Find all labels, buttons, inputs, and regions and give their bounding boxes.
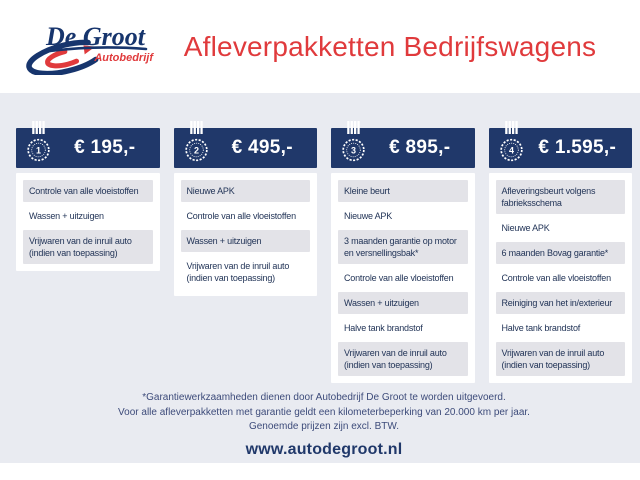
package-item: Wassen + uitzuigen [338, 292, 468, 314]
header [0, 0, 640, 93]
package-card [16, 173, 160, 271]
package-item: Kleine beurt [338, 180, 468, 202]
package-header [331, 128, 475, 168]
medal-icon [497, 121, 527, 168]
package-item: Vrijwaren van de inruil auto (indien van toepassing) [181, 255, 311, 289]
package-column [174, 128, 318, 383]
package-item: Controle van alle vloeistoffen [181, 205, 311, 227]
package-item: Vrijwaren van de inruil auto (indien van toepassing) [23, 230, 153, 264]
medal-icon [24, 121, 54, 168]
package-columns [16, 93, 632, 383]
package-item: 3 maanden garantie op motor en versnellingsbak* [338, 230, 468, 264]
package-card [174, 173, 318, 296]
brand-subtitle-text: Autobedrijf [94, 52, 153, 64]
medal-number: 3 [350, 145, 357, 156]
website-url: www.autodegroot.nl [245, 440, 403, 458]
footnote-line: Voor alle afleverpakketten met garantie geldt een kilometerbeperking van 20.000 km per jaar. [118, 406, 530, 418]
package-header [489, 128, 633, 168]
brand-logo [0, 13, 158, 80]
bottom-strip [0, 463, 640, 480]
footnote-line: Genoemde prijzen zijn excl. BTW. [248, 421, 400, 432]
package-price: € 495,- [231, 137, 293, 158]
brand-name-text: De Groot [46, 22, 145, 51]
package-item: Halve tank brandstof [338, 317, 468, 339]
package-header [16, 128, 160, 168]
package-item: Nieuwe APK [496, 217, 626, 239]
package-column [331, 128, 475, 383]
main-area [0, 93, 640, 463]
package-item: Reiniging van het in/exterieur [496, 292, 626, 314]
package-price: € 895,- [389, 137, 451, 158]
package-item: Controle van alle vloeistoffen [338, 267, 468, 289]
page-title: Afleverpakketten Bedrijfswagens [183, 30, 597, 62]
footnotes [16, 391, 632, 435]
medal-number: 1 [35, 145, 42, 156]
package-price: € 1.595,- [538, 137, 617, 158]
package-column [16, 128, 160, 383]
de-groot-logo-icon [20, 13, 160, 75]
medal-icon [182, 121, 212, 168]
package-item: Wassen + uitzuigen [23, 205, 153, 227]
package-item: Halve tank brandstof [496, 317, 626, 339]
package-card [489, 173, 633, 383]
package-item: Afleveringsbeurt volgens fabrieksschema [496, 180, 626, 214]
package-item: Vrijwaren van de inruil auto (indien van toepassing) [338, 342, 468, 376]
package-column [489, 128, 633, 383]
medal-icon [339, 121, 369, 168]
package-item: Controle van alle vloeistoffen [23, 180, 153, 202]
package-price: € 195,- [74, 137, 136, 158]
package-item: 6 maanden Bovag garantie* [496, 242, 626, 264]
package-item: Vrijwaren van de inruil auto (indien van toepassing) [496, 342, 626, 376]
package-card [331, 173, 475, 383]
footnote-line: *Garantiewerkzaamheden dienen door Autobedrijf De Groot te worden uitgevoerd. [142, 392, 506, 403]
package-item: Nieuwe APK [181, 180, 311, 202]
medal-number: 4 [508, 145, 514, 156]
package-item: Wassen + uitzuigen [181, 230, 311, 252]
medal-number: 2 [193, 145, 199, 156]
package-item: Controle van alle vloeistoffen [496, 267, 626, 289]
package-item: Nieuwe APK [338, 205, 468, 227]
package-header [174, 128, 318, 168]
